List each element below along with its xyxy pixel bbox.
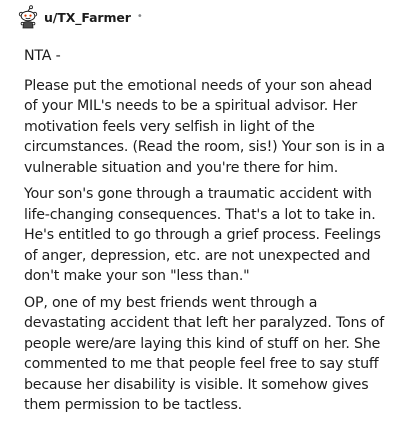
comment-verdict: NTA -: [24, 48, 61, 64]
comment-header: [16, 4, 143, 30]
reddit-snoo-avatar-icon[interactable]: [16, 5, 40, 29]
comment-paragraph: Your son's gone through a traumatic accident with life-changing consequences. That's a lot to take in. He's entitled to go through a grief process. Feelings of anger, depression, etc. are not unexpected and don't make your son "less than.": [24, 186, 381, 284]
comment-author[interactable]: u/TX_Farmer: [44, 9, 131, 25]
meta-separator: •: [136, 11, 143, 22]
comment-paragraph: OP, one of my best friends went through a devastating accident that left her paralyzed. Tons of people were/are laying this kind of stuff on her. She commented to me that people feel free to say stuff because her disability is visible. It somehow gives them permission to be tactless.: [24, 294, 385, 413]
comment-paragraph: Please put the emotional needs of your son ahead of your MIL's needs to be a spiritual advisor. Her motivation feels very selfish in light of the circumstances. (Read the room, sis!) Your son is in a vulnerable situation and you're there for him.: [24, 77, 385, 176]
comment-body: [24, 46, 386, 422]
